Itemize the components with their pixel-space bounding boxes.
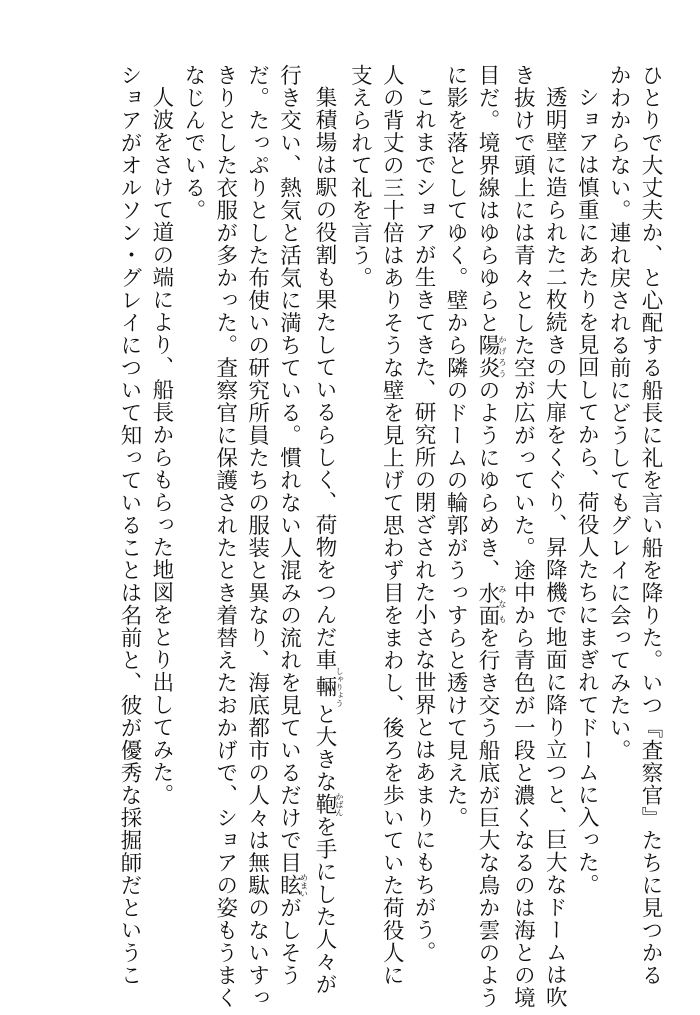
ruby-base: 輛: [311, 666, 337, 707]
text-segment: 行き交い、熱気と活気に満ちている。慣れない人混みの流れを見ているだけで目: [276, 64, 302, 874]
text-line: [506, 64, 538, 1009]
text-line: [407, 64, 439, 964]
text-segment: に影を落としてゆく。壁から隣のドームの輪郭がうっすらと透けて見えた。: [443, 64, 469, 829]
ruby-reading: かばん: [334, 791, 344, 816]
text-segment: のようにゆらめき、: [474, 379, 500, 582]
text-segment: がしそう: [276, 896, 302, 987]
text-segment: ショアがオルソン・グレイについて知っていることは名前と、彼が優秀な採掘師だというこ: [117, 64, 142, 987]
ruby-annotation: [474, 581, 507, 627]
ruby-base: 鞄: [311, 791, 337, 816]
text-segment: なじんでいる。: [180, 64, 206, 222]
text-line: [471, 64, 507, 1009]
text-segment: きりとした衣服が多かった。査察官に保護されたとき着替えたおかげで、ショアの姿もうまく: [212, 64, 238, 1009]
text-line: [177, 64, 209, 964]
text-line: [343, 64, 375, 964]
text-segment: 透明壁に造られた二枚続きの大扉をくぐり、昇降機で地面に降り立つと、巨大なドームは吹: [542, 85, 568, 1008]
ruby-base: 水面: [474, 581, 500, 627]
text-segment: 人波をさけて道の端により、船長からもらった地図をとり出してみた。: [148, 85, 174, 806]
text-line: [308, 64, 344, 995]
text-segment: 目だ。境界線はゆらゆらと: [474, 64, 500, 334]
ruby-reading: みなも: [497, 581, 507, 627]
ruby-annotation: [276, 873, 309, 898]
text-segment: き抜けで頭上には青々とした空が広がっていた。途中から青色が一段と濃くなるのは海との境: [510, 64, 536, 1009]
text-line: [538, 64, 570, 1008]
text-line: [375, 64, 407, 987]
text-line: [439, 64, 471, 964]
ruby-reading: かげろう: [497, 334, 507, 379]
ruby-annotation: [311, 791, 344, 816]
ruby-annotation: [311, 666, 344, 707]
text-segment: ショアは慎重にあたりを見回してから、荷役人たちにまぎれてドームに入った。: [574, 85, 600, 896]
ruby-base: 眩: [276, 873, 302, 898]
text-segment: 集積場は駅の役割も果たしているらしく、荷物をつんだ車: [311, 85, 337, 671]
vertical-text-body: [26, 64, 666, 1009]
text-segment: 人の背丈の三十倍はありそうな壁を見上げて思わず目をまわし、後ろを歩いていた荷役人に: [379, 64, 405, 987]
text-segment: 支えられて礼を言う。: [347, 64, 373, 289]
text-segment: かわからない。連れ戻される前にどうしてもグレイに会ってみたい。: [606, 64, 632, 762]
text-line: [241, 64, 273, 1009]
text-segment: を行き交う船底が巨大な鳥か雲のよう: [474, 626, 500, 1009]
text-line: [209, 64, 241, 1009]
ruby-annotation: [474, 334, 507, 379]
text-line: [113, 64, 145, 987]
ruby-reading: しゃりょう: [334, 666, 344, 707]
text-line: [634, 64, 666, 987]
ruby-base: 陽炎: [474, 334, 500, 379]
text-line: [145, 64, 177, 964]
ruby-reading: めまい: [299, 873, 309, 898]
text-line: [273, 64, 309, 987]
text-line: [570, 64, 602, 964]
text-segment: を手にした人々が: [311, 815, 337, 995]
text-segment: と大きな: [311, 702, 337, 793]
text-line: [602, 64, 634, 964]
text-segment: だ。たっぷりとした布使いの研究所員たちの服装と異なり、海底都市の人々は無駄のないすっ: [244, 64, 270, 1009]
text-segment: これまでショアが生きてきた、研究所の閉ざされた小さな世界とはあまりにもちがう。: [411, 85, 437, 963]
text-segment: ひとりで大丈夫か、と心配する船長に礼を言い船を降りた。いつ『査察官』たちに見つかる: [638, 64, 663, 987]
